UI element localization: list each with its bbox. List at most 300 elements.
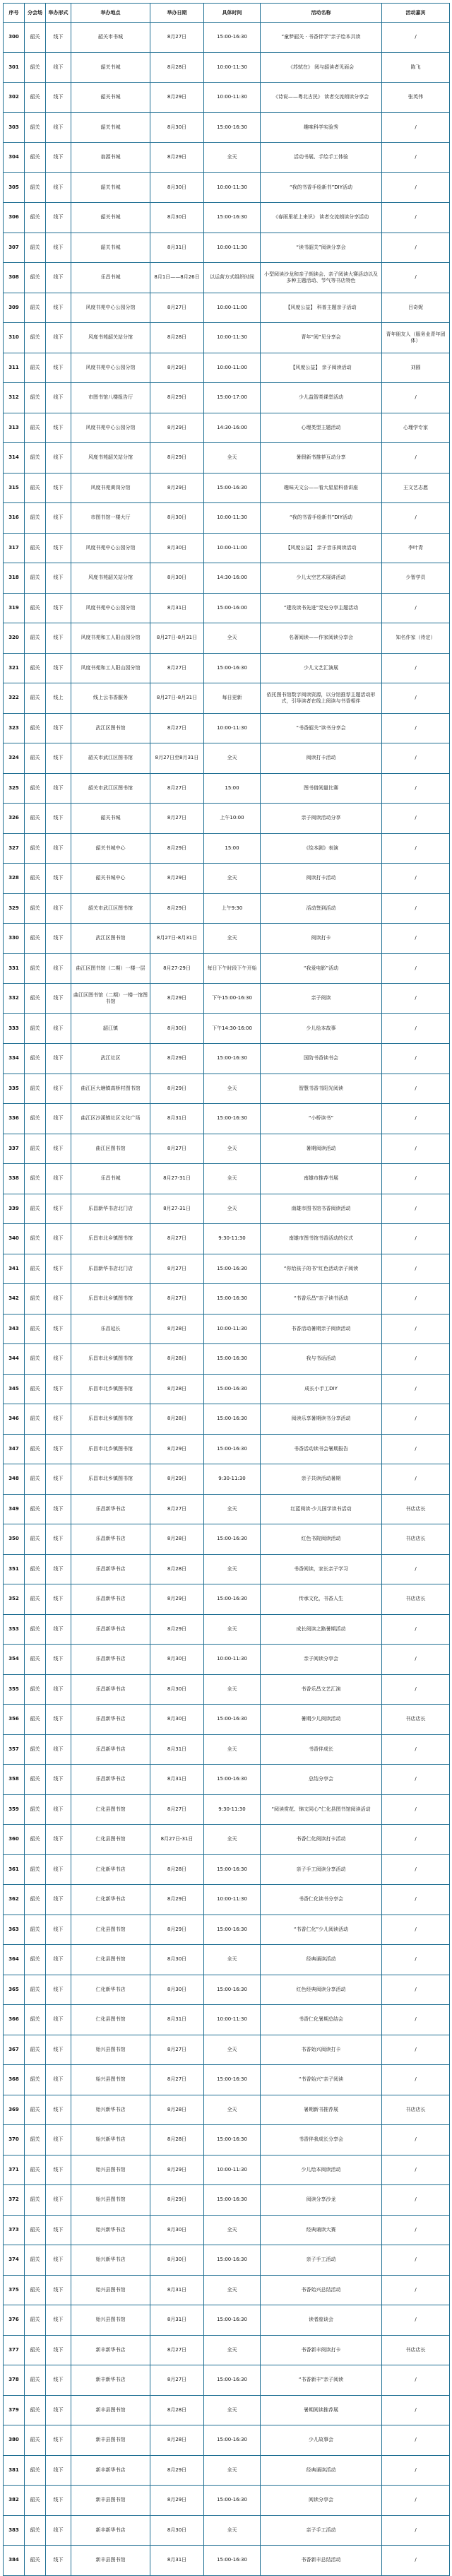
cell-format: 线下 <box>46 1674 71 1705</box>
cell-time: 全天 <box>204 1164 261 1194</box>
cell-date: 8月29日 <box>150 1614 204 1645</box>
cell-index: 344 <box>4 1344 25 1375</box>
cell-date: 8月29日 <box>150 473 204 503</box>
cell-venue: 韶关 <box>25 473 46 503</box>
cell-time: 全天 <box>204 1945 261 1975</box>
cell-index: 361 <box>4 1854 25 1885</box>
cell-location: 始兴县图书馆 <box>71 2185 150 2216</box>
cell-date: 8月29日 <box>150 353 204 383</box>
cell-format: 线下 <box>46 2305 71 2336</box>
cell-format: 线下 <box>46 713 71 743</box>
cell-format: 线下 <box>46 1194 71 1224</box>
cell-format: 线下 <box>46 1825 71 1855</box>
cell-index: 350 <box>4 1524 25 1555</box>
cell-time: 以运营方式组织时间 <box>204 263 261 293</box>
cell-venue: 韶关 <box>25 2185 46 2216</box>
cell-time: 10:00-11:30 <box>204 52 261 83</box>
cell-guest: / <box>382 924 450 954</box>
cell-time: 15:00-16:30 <box>204 1584 261 1615</box>
cell-time: 15:00-16:30 <box>204 1765 261 1795</box>
cell-date: 8月30日 <box>150 1645 204 1675</box>
cell-location: 仁化县图书馆 <box>71 1915 150 1945</box>
cell-index: 315 <box>4 473 25 503</box>
cell-venue: 韶关 <box>25 1584 46 1615</box>
cell-location: 武江社区 <box>71 1044 150 1074</box>
cell-event-name: 亲子共读活动暑期 <box>261 1464 382 1495</box>
table-row <box>4 1915 450 1945</box>
cell-venue: 韶关 <box>25 112 46 143</box>
cell-venue: 韶关 <box>25 1344 46 1375</box>
cell-venue: 韶关 <box>25 804 46 834</box>
cell-venue: 韶关 <box>25 2515 46 2546</box>
cell-guest: / <box>382 2515 450 2546</box>
cell-event-name: 亲子手工阅读分享活动 <box>261 1854 382 1885</box>
cell-location: 风度书苑和工人阳山园分馆 <box>71 653 150 683</box>
cell-format: 线下 <box>46 473 71 503</box>
cell-date: 8月28日 <box>150 1344 204 1375</box>
cell-guest: 陈飞 <box>382 52 450 83</box>
cell-venue: 韶关 <box>25 2275 46 2305</box>
cell-time: 15:00-16:30 <box>204 23 261 53</box>
cell-location: 风度书苑韶关站分馆 <box>71 443 150 474</box>
cell-index: 384 <box>4 2546 25 2576</box>
cell-guest: / <box>382 1464 450 1495</box>
cell-event-name: 少儿绘本阅读活动 <box>261 2155 382 2185</box>
cell-index: 382 <box>4 2486 25 2516</box>
cell-time: 全天 <box>204 864 261 894</box>
cell-guest: / <box>382 1434 450 1464</box>
table-row <box>4 203 450 233</box>
cell-time: 每日更新 <box>204 683 261 714</box>
cell-event-name: 暑期少儿阅读活动 <box>261 1705 382 1735</box>
cell-date: 8月27日-8月31日 <box>150 683 204 714</box>
cell-event-name: 经典诵读活动 <box>261 1945 382 1975</box>
cell-date: 8月30日 <box>150 533 204 563</box>
table-row <box>4 1645 450 1675</box>
cell-venue: 韶关 <box>25 1794 46 1825</box>
cell-format: 线下 <box>46 533 71 563</box>
cell-date: 8月28日 <box>150 1554 204 1584</box>
cell-location: 风度书苑韶关站分馆 <box>71 323 150 353</box>
cell-index: 374 <box>4 2245 25 2276</box>
cell-time: 全天 <box>204 1134 261 1164</box>
cell-event-name: 少儿故事会 <box>261 2425 382 2456</box>
cell-format: 线下 <box>46 1104 71 1134</box>
table-row <box>4 1013 450 1044</box>
cell-index: 360 <box>4 1825 25 1855</box>
cell-guest: / <box>382 1915 450 1945</box>
cell-guest: / <box>382 1645 450 1675</box>
cell-index: 324 <box>4 743 25 774</box>
cell-index: 323 <box>4 713 25 743</box>
table-row <box>4 1854 450 1885</box>
cell-guest: / <box>382 2035 450 2065</box>
cell-guest: / <box>382 953 450 984</box>
cell-index: 335 <box>4 1074 25 1104</box>
cell-format: 线下 <box>46 1975 71 2005</box>
cell-index: 326 <box>4 804 25 834</box>
cell-index: 342 <box>4 1284 25 1315</box>
cell-guest: 知名作家（待定） <box>382 623 450 654</box>
cell-location: 乐昌新华书店北门店 <box>71 1254 150 1284</box>
table-row <box>4 2455 450 2486</box>
cell-guest: / <box>382 2425 450 2456</box>
cell-index: 356 <box>4 1705 25 1735</box>
table-row <box>4 383 450 413</box>
cell-date: 8月30日 <box>150 1013 204 1044</box>
cell-venue: 韶关 <box>25 263 46 293</box>
cell-format: 线下 <box>46 2095 71 2125</box>
cell-date: 8月29日 <box>150 1434 204 1464</box>
cell-index: 334 <box>4 1044 25 1074</box>
cell-date: 8月27日 <box>150 1794 204 1825</box>
cell-time: 15:00-16:30 <box>204 2125 261 2156</box>
cell-guest: / <box>382 833 450 864</box>
cell-date: 8月27日-8月31日 <box>150 924 204 954</box>
cell-date: 8月27日 <box>150 1284 204 1315</box>
table-row <box>4 1464 450 1495</box>
cell-location: 乐昌市北乡镇图书馆 <box>71 1374 150 1404</box>
cell-date: 8月29日 <box>150 383 204 413</box>
cell-time: 上午9:30 <box>204 893 261 924</box>
cell-event-name: 红蓝阅读·少儿国学读书活动 <box>261 1494 382 1524</box>
cell-index: 304 <box>4 143 25 173</box>
cell-date: 8月27-31日 <box>150 1194 204 1224</box>
cell-event-name: 书香新丰阅读打卡 <box>261 2335 382 2365</box>
cell-index: 377 <box>4 2335 25 2365</box>
cell-event-name: “我的书香手绘新书”DIY活动 <box>261 172 382 203</box>
cell-time: 10:00-11:00 <box>204 293 261 323</box>
cell-time: 15:00-16:30 <box>204 112 261 143</box>
cell-format: 线下 <box>46 1554 71 1584</box>
cell-time: 全天 <box>204 2215 261 2245</box>
cell-date: 8月31日 <box>150 1104 204 1134</box>
cell-time: 15:00-16:30 <box>204 2486 261 2516</box>
cell-date: 8月31日 <box>150 1734 204 1765</box>
table-row <box>4 1194 450 1224</box>
cell-time: 全天 <box>204 2395 261 2425</box>
cell-event-name: 亲子阅读活动分享 <box>261 804 382 834</box>
cell-location: 乐昌新华书店 <box>71 1554 150 1584</box>
cell-venue: 韶关 <box>25 1013 46 1044</box>
cell-time: 15:00-16:30 <box>204 203 261 233</box>
cell-date: 8月29日 <box>150 833 204 864</box>
cell-format: 线下 <box>46 353 71 383</box>
cell-guest: / <box>382 2065 450 2095</box>
cell-guest: / <box>382 1164 450 1194</box>
cell-format: 线下 <box>46 2425 71 2456</box>
table-row <box>4 1524 450 1555</box>
cell-format: 线下 <box>46 1224 71 1254</box>
cell-date: 8月30日 <box>150 1945 204 1975</box>
cell-location: 乐昌延长 <box>71 1314 150 1344</box>
table-row <box>4 52 450 83</box>
cell-date: 8月28日 <box>150 323 204 353</box>
cell-event-name: 暑期阅读推荐展 <box>261 2395 382 2425</box>
cell-venue: 韶关 <box>25 1374 46 1404</box>
table-row <box>4 864 450 894</box>
table-row <box>4 2005 450 2035</box>
cell-index: 313 <box>4 413 25 443</box>
table-row <box>4 2245 450 2276</box>
cell-venue: 韶关 <box>25 623 46 654</box>
cell-time: 15:00 <box>204 773 261 804</box>
cell-location: 乐昌市北乡镇图书馆 <box>71 1404 150 1435</box>
cell-venue: 韶关 <box>25 1044 46 1074</box>
cell-location: 翁源书城 <box>71 143 150 173</box>
table-row <box>4 1344 450 1375</box>
cell-guest: 张英伟 <box>382 83 450 113</box>
cell-location: 乐昌新华书店 <box>71 1645 150 1675</box>
cell-location: 乐昌新华书店 <box>71 1734 150 1765</box>
cell-time: 上午10:00 <box>204 804 261 834</box>
cell-location: 曲江区图书馆（二期）一楼一层 <box>71 953 150 984</box>
cell-index: 329 <box>4 893 25 924</box>
cell-guest: / <box>382 263 450 293</box>
cell-event-name: 智慧书香书阳光阅读 <box>261 1074 382 1104</box>
table-row <box>4 1734 450 1765</box>
cell-time: 全天 <box>204 143 261 173</box>
cell-time: 15:00-16:30 <box>204 2425 261 2456</box>
cell-venue: 韶关 <box>25 984 46 1014</box>
cell-date: 8月30日 <box>150 112 204 143</box>
table-row <box>4 2215 450 2245</box>
cell-index: 365 <box>4 1975 25 2005</box>
cell-index: 318 <box>4 563 25 594</box>
cell-index: 346 <box>4 1404 25 1435</box>
table-row <box>4 1314 450 1344</box>
table-row <box>4 1584 450 1615</box>
cell-index: 359 <box>4 1794 25 1825</box>
cell-event-name: 读者座谈会 <box>261 2305 382 2336</box>
cell-date: 8月29日 <box>150 984 204 1014</box>
cell-event-name: 暑期新书推荐展 <box>261 2095 382 2125</box>
cell-format: 线下 <box>46 2515 71 2546</box>
cell-venue: 韶关 <box>25 1194 46 1224</box>
cell-format: 线下 <box>46 1134 71 1164</box>
cell-time: 15:00-16:30 <box>204 473 261 503</box>
cell-guest: 书店店长 <box>382 2335 450 2365</box>
cell-index: 353 <box>4 1614 25 1645</box>
cell-time: 全天 <box>204 1674 261 1705</box>
table-row <box>4 293 450 323</box>
cell-venue: 韶关 <box>25 773 46 804</box>
cell-time: 15:00-16:30 <box>204 1524 261 1555</box>
cell-guest: 书店店长 <box>382 1705 450 1735</box>
cell-format: 线下 <box>46 593 71 623</box>
cell-time: 15:00-16:30 <box>204 2365 261 2396</box>
cell-location: 风度书苑中心公园分馆 <box>71 353 150 383</box>
cell-guest: / <box>382 713 450 743</box>
cell-format: 线下 <box>46 773 71 804</box>
cell-location: 韶关书城 <box>71 172 150 203</box>
cell-index: 373 <box>4 2215 25 2245</box>
cell-date: 8月29日 <box>150 1044 204 1074</box>
table-row <box>4 2155 450 2185</box>
cell-date: 8月29日 <box>150 443 204 474</box>
cell-index: 357 <box>4 1734 25 1765</box>
table-row <box>4 1164 450 1194</box>
cell-event-name: “读书韶关”阅读分享会 <box>261 233 382 263</box>
cell-date: 8月30日 <box>150 2515 204 2546</box>
table-row <box>4 984 450 1014</box>
cell-time: 每日下午时段下午开始 <box>204 953 261 984</box>
cell-guest: / <box>382 1854 450 1885</box>
table-row <box>4 743 450 774</box>
cell-event-name: 趣味科学实验秀 <box>261 112 382 143</box>
cell-format: 线下 <box>46 893 71 924</box>
table-row <box>4 1885 450 1915</box>
cell-location: 韶关书城 <box>71 112 150 143</box>
cell-location: 线上云书香服务 <box>71 683 150 714</box>
cell-venue: 韶关 <box>25 443 46 474</box>
cell-guest: / <box>382 1734 450 1765</box>
cell-format: 线下 <box>46 1705 71 1735</box>
cell-date: 8月29日 <box>150 1464 204 1495</box>
cell-time: 15:00-16:30 <box>204 2245 261 2276</box>
table-row <box>4 1614 450 1645</box>
cell-format: 线下 <box>46 1584 71 1615</box>
cell-guest: / <box>382 1344 450 1375</box>
cell-event-name: 书香伴我成长分享会 <box>261 2125 382 2156</box>
cell-guest: / <box>382 683 450 714</box>
cell-format: 线下 <box>46 833 71 864</box>
cell-date: 8月30日 <box>150 1674 204 1705</box>
cell-guest: / <box>382 1074 450 1104</box>
cell-date: 8月28日 <box>150 52 204 83</box>
cell-event-name: 阅读打卡活动 <box>261 864 382 894</box>
cell-venue: 韶关 <box>25 864 46 894</box>
cell-date: 8月27日 <box>150 2365 204 2396</box>
cell-guest: / <box>382 1825 450 1855</box>
cell-guest: / <box>382 984 450 1014</box>
cell-format: 线下 <box>46 1284 71 1315</box>
cell-date: 8月29日 <box>150 1074 204 1104</box>
cell-time: 15:00 <box>204 833 261 864</box>
cell-format: 线下 <box>46 1945 71 1975</box>
cell-index: 340 <box>4 1224 25 1254</box>
cell-time: 15:00-16:30 <box>204 1104 261 1134</box>
table-row <box>4 473 450 503</box>
cell-time: 10:00-11:30 <box>204 1645 261 1675</box>
cell-format: 线下 <box>46 23 71 53</box>
cell-time: 15:00-16:30 <box>204 1915 261 1945</box>
cell-time: 15:00-16:30 <box>204 1975 261 2005</box>
cell-venue: 韶关 <box>25 1885 46 1915</box>
cell-location: 新丰新华书店 <box>71 2455 150 2486</box>
cell-guest: / <box>382 773 450 804</box>
cell-event-name: 书香始兴阅读打卡 <box>261 2035 382 2065</box>
cell-guest: / <box>382 2155 450 2185</box>
events-table <box>3 3 450 2576</box>
cell-guest: / <box>382 1945 450 1975</box>
cell-index: 371 <box>4 2155 25 2185</box>
cell-guest: 书店店长 <box>382 2095 450 2125</box>
cell-event-name: “建设读书先进”党史分享主题活动 <box>261 593 382 623</box>
cell-guest: / <box>382 233 450 263</box>
cell-time: 全天 <box>204 623 261 654</box>
cell-date: 8月31日 <box>150 1765 204 1795</box>
header-format: 举办形式 <box>46 4 71 23</box>
cell-venue: 韶关 <box>25 2245 46 2276</box>
table-row <box>4 533 450 563</box>
table-row <box>4 713 450 743</box>
cell-venue: 韶关 <box>25 1705 46 1735</box>
cell-index: 352 <box>4 1584 25 1615</box>
cell-location: 仁化县图书馆 <box>71 1825 150 1855</box>
cell-date: 8月28日 <box>150 2395 204 2425</box>
cell-date: 8月30日 <box>150 563 204 594</box>
cell-format: 线下 <box>46 1794 71 1825</box>
cell-format: 线下 <box>46 1404 71 1435</box>
cell-venue: 韶关 <box>25 2546 46 2576</box>
cell-index: 332 <box>4 984 25 1014</box>
cell-location: 仁化新华书店 <box>71 1885 150 1915</box>
cell-index: 306 <box>4 203 25 233</box>
cell-location: 韶关书城中心 <box>71 833 150 864</box>
table-row <box>4 1765 450 1795</box>
cell-event-name: 心理类型主题活动 <box>261 413 382 443</box>
cell-venue: 韶关 <box>25 1975 46 2005</box>
cell-guest: / <box>382 443 450 474</box>
table-row <box>4 172 450 203</box>
header-location: 举办地点 <box>71 4 150 23</box>
cell-format: 线下 <box>46 2035 71 2065</box>
header-time: 具体时间 <box>204 4 261 23</box>
cell-date: 8月27日 <box>150 1494 204 1524</box>
table-row <box>4 503 450 534</box>
table-row <box>4 1794 450 1825</box>
cell-time: 15:00-16:30 <box>204 653 261 683</box>
cell-event-name: “我爱电影”活动 <box>261 953 382 984</box>
cell-guest: / <box>382 1013 450 1044</box>
cell-format: 线下 <box>46 112 71 143</box>
table-row <box>4 443 450 474</box>
table-row <box>4 263 450 293</box>
cell-index: 302 <box>4 83 25 113</box>
cell-venue: 韶关 <box>25 2395 46 2425</box>
cell-guest: 王文艺志愿 <box>382 473 450 503</box>
cell-location: 曲江区图书馆（二期）一楼一馆图书馆 <box>71 984 150 1014</box>
table-row <box>4 323 450 353</box>
cell-location: 新丰新华书店 <box>71 2335 150 2365</box>
cell-venue: 韶关 <box>25 172 46 203</box>
cell-event-name: 南雄市图书馆书香活动的仪式 <box>261 1224 382 1254</box>
cell-venue: 韶关 <box>25 1104 46 1134</box>
cell-date: 8月27日 <box>150 1254 204 1284</box>
cell-event-name: 亲子手工活动 <box>261 2245 382 2276</box>
cell-location: 始兴县图书馆 <box>71 2065 150 2095</box>
cell-venue: 韶关 <box>25 1404 46 1435</box>
cell-location: 韶关书城 <box>71 83 150 113</box>
cell-event-name: 南雄市推荐书展 <box>261 1164 382 1194</box>
cell-guest: / <box>382 593 450 623</box>
cell-location: 新丰县图书馆 <box>71 2425 150 2456</box>
cell-event-name: 书香阅读，家长亲子学习 <box>261 1554 382 1584</box>
cell-date: 8月30日 <box>150 2215 204 2245</box>
cell-venue: 韶关 <box>25 1645 46 1675</box>
cell-location: 曲江区图书馆 <box>71 1134 150 1164</box>
cell-event-name: 我与书话活动 <box>261 1344 382 1375</box>
cell-index: 312 <box>4 383 25 413</box>
cell-venue: 韶关 <box>25 383 46 413</box>
table-row <box>4 773 450 804</box>
cell-time: 全天 <box>204 2035 261 2065</box>
cell-location: 风度书苑韶关站分馆 <box>71 563 150 594</box>
cell-date: 8月30日 <box>150 172 204 203</box>
cell-format: 线下 <box>46 864 71 894</box>
cell-location: 韶关书城 <box>71 804 150 834</box>
